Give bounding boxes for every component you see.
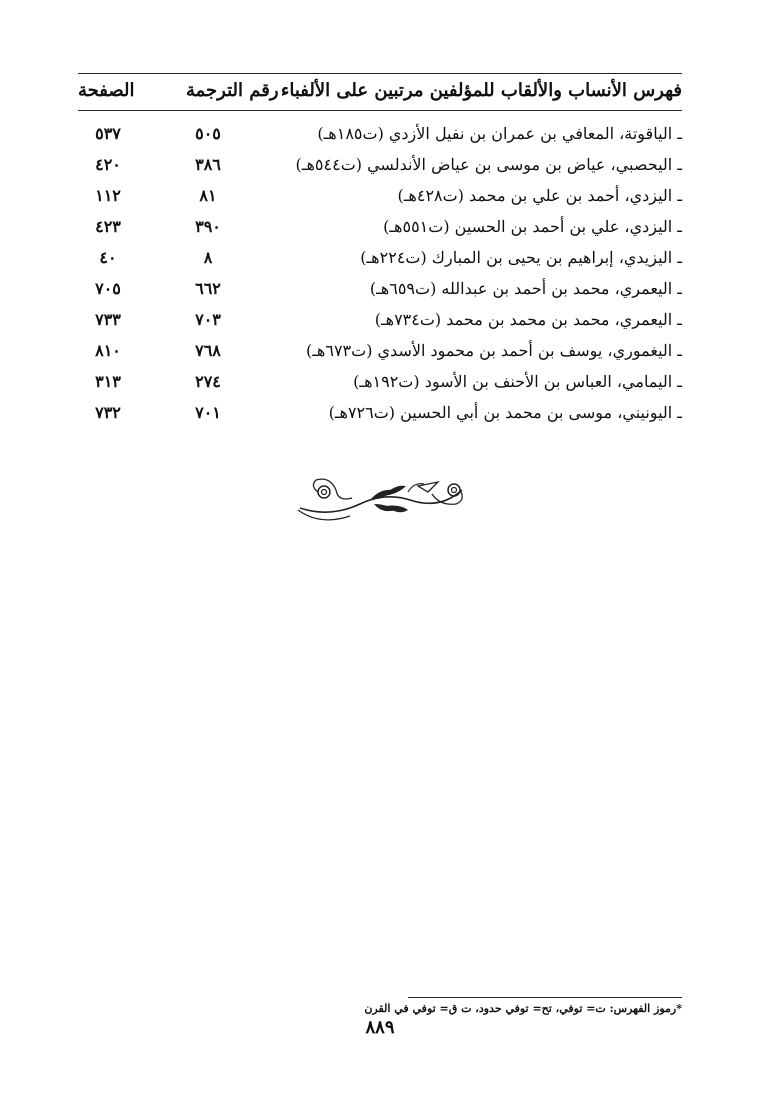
entry-page: ٤٢٣ <box>95 217 121 236</box>
index-entry <box>78 399 682 430</box>
index-entry <box>78 182 682 213</box>
entry-name: ـ اليغموري، يوسف بن أحمد بن محمود الأسدي (ت٦٧٣هـ) <box>305 341 682 360</box>
entry-number: ٧٠١ <box>195 403 221 422</box>
entry-name: ـ اليحصبي، عياض بن موسى بن عياض الأندلسي (ت٥٤٤هـ) <box>295 155 682 174</box>
entry-number: ٥٠٥ <box>195 124 221 143</box>
index-header <box>78 80 682 110</box>
entry-number: ٨ <box>203 248 213 267</box>
decorative-ornament-icon <box>290 470 470 530</box>
entry-name: ـ اليونيني، موسى بن محمد بن أبي الحسين (ت٧٢٦هـ) <box>328 403 682 422</box>
entry-page: ٧٣٣ <box>95 310 121 329</box>
entry-number: ٧٦٨ <box>195 341 221 360</box>
entry-name: ـ اليمامي، العباس بن الأحنف بن الأسود (ت١٩٢هـ) <box>353 372 682 391</box>
index-entry <box>78 213 682 244</box>
entry-name: ـ اليزدي، علي بن أحمد بن الحسين (ت٥٥١هـ) <box>383 217 682 236</box>
entry-page: ٥٣٧ <box>95 124 121 143</box>
entry-name: ـ الياقوتة، المعافي بن عمران بن نفيل الأزدي (ت١٨٥هـ) <box>317 124 682 143</box>
entry-page: ٧٣٢ <box>95 403 121 422</box>
page-number: ٨٨٩ <box>365 1017 395 1038</box>
entry-name: ـ اليعمري، محمد بن أحمد بن عبدالله (ت٦٥٩هـ) <box>369 279 682 298</box>
index-title: فهرس الأنساب والألقاب للمؤلفين مرتبين على الألفباء <box>280 80 682 101</box>
index-entry <box>78 244 682 275</box>
footnote-rule <box>408 997 682 998</box>
entry-number: ٧٠٣ <box>195 310 221 329</box>
entry-number: ٢٧٤ <box>195 372 221 391</box>
entry-name: ـ اليزدي، أحمد بن علي بن محمد (ت٤٢٨هـ) <box>397 186 682 205</box>
column-header-entry-number: رقم الترجمة <box>186 80 279 101</box>
index-entry <box>78 275 682 306</box>
entry-name: ـ اليزيدي، إبراهيم بن يحيى بن المبارك (ت٢٢٤هـ) <box>360 248 682 267</box>
entry-page: ٧٠٥ <box>95 279 121 298</box>
entry-page: ١١٢ <box>95 186 121 205</box>
index-entry <box>78 368 682 399</box>
entry-number: ٣٩٠ <box>195 217 221 236</box>
header-bottom-rule <box>78 110 682 111</box>
entry-page: ٤٠ <box>99 248 117 267</box>
entry-page: ٨١٠ <box>95 341 121 360</box>
index-entries <box>78 120 682 430</box>
footnote: *رموز الفهرس: ت= توفي، تح= توفي حدود، ت ق= توفي في القرن <box>364 1002 682 1015</box>
entry-number: ٦٦٢ <box>195 279 221 298</box>
entry-number: ٣٨٦ <box>195 155 221 174</box>
entry-name: ـ اليعمري، محمد بن محمد بن محمد (ت٧٣٤هـ) <box>374 310 682 329</box>
index-entry <box>78 337 682 368</box>
header-top-rule <box>78 73 682 74</box>
column-header-page: الصفحة <box>78 80 135 101</box>
entry-page: ٣١٣ <box>95 372 121 391</box>
index-entry <box>78 306 682 337</box>
index-entry <box>78 151 682 182</box>
entry-page: ٤٢٠ <box>95 155 121 174</box>
entry-number: ٨١ <box>199 186 217 205</box>
index-entry <box>78 120 682 151</box>
